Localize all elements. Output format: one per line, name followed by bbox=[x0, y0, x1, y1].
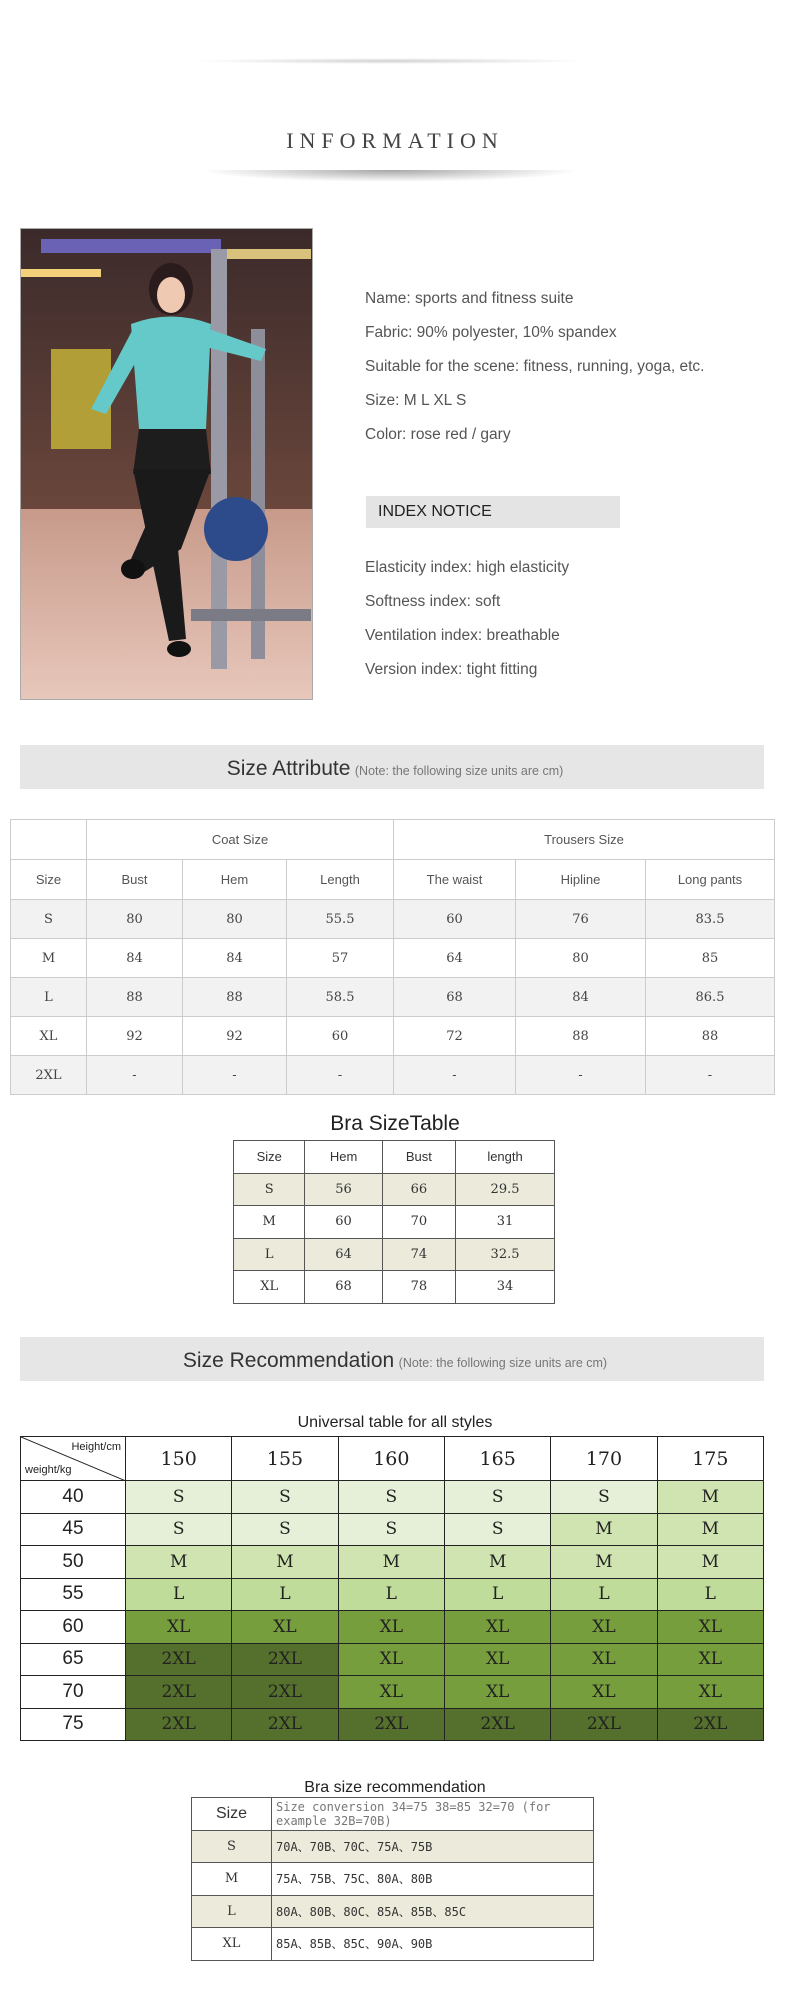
size-attribute-title: Size Attribute bbox=[226, 757, 351, 780]
table-row bbox=[21, 1481, 764, 1514]
cell: 68 bbox=[394, 978, 516, 1017]
table-row bbox=[11, 1056, 775, 1095]
cell: 85A、85B、85C、90A、90B bbox=[272, 1928, 594, 1961]
col-size: Size bbox=[11, 860, 87, 900]
table-row bbox=[21, 1708, 764, 1741]
size-cell: M bbox=[126, 1546, 232, 1579]
height-header: 160 bbox=[338, 1437, 444, 1481]
cell: 84 bbox=[87, 939, 183, 978]
size-cell: XL bbox=[657, 1611, 763, 1644]
header-shadow-top bbox=[190, 58, 590, 64]
table-header-row bbox=[21, 1437, 764, 1481]
weight-label: 65 bbox=[21, 1643, 126, 1676]
cell: 57 bbox=[287, 939, 394, 978]
size-cell: XL bbox=[444, 1643, 550, 1676]
cell: 88 bbox=[183, 978, 287, 1017]
size-cell: M bbox=[551, 1546, 657, 1579]
size-cell: S bbox=[444, 1513, 550, 1546]
table-row bbox=[11, 939, 775, 978]
cell: 70A、70B、70C、75A、75B bbox=[272, 1830, 594, 1863]
cell: 2XL bbox=[11, 1056, 87, 1095]
cell: 80 bbox=[183, 900, 287, 939]
cell: - bbox=[183, 1056, 287, 1095]
size-cell: XL bbox=[551, 1643, 657, 1676]
table-row bbox=[11, 1017, 775, 1056]
info-scene: Suitable for the scene: fitness, running, yoga, etc. bbox=[365, 358, 705, 375]
cell: 64 bbox=[305, 1238, 382, 1271]
size-cell: XL bbox=[444, 1676, 550, 1709]
size-cell: L bbox=[444, 1578, 550, 1611]
col-bust: Bust bbox=[87, 860, 183, 900]
col-size-conversion: Size conversion 34=75 38=85 32=70 (for example 32B=70B) bbox=[272, 1798, 594, 1831]
height-header: 170 bbox=[551, 1437, 657, 1481]
cell: - bbox=[287, 1056, 394, 1095]
table-row bbox=[192, 1895, 594, 1928]
info-color: Color: rose red / gary bbox=[365, 426, 511, 443]
size-cell: XL bbox=[657, 1643, 763, 1676]
trousers-size-header: Trousers Size bbox=[394, 820, 775, 860]
cell: M bbox=[234, 1206, 305, 1239]
table-header-empty bbox=[11, 820, 87, 860]
size-cell: M bbox=[232, 1546, 338, 1579]
size-cell: 2XL bbox=[126, 1676, 232, 1709]
table-row bbox=[11, 900, 775, 939]
bra-size-table bbox=[233, 1140, 555, 1304]
cell: 74 bbox=[382, 1238, 455, 1271]
cell: 72 bbox=[394, 1017, 516, 1056]
table-row bbox=[21, 1676, 764, 1709]
size-cell: M bbox=[338, 1546, 444, 1579]
height-header: 165 bbox=[444, 1437, 550, 1481]
col-bust: Bust bbox=[382, 1141, 455, 1174]
table-row bbox=[234, 1271, 555, 1304]
cell: M bbox=[11, 939, 87, 978]
table-row bbox=[21, 1611, 764, 1644]
size-cell: XL bbox=[657, 1676, 763, 1709]
size-cell: 2XL bbox=[444, 1708, 550, 1741]
cell: 56 bbox=[305, 1173, 382, 1206]
weight-label: 40 bbox=[21, 1481, 126, 1514]
cell: 85 bbox=[646, 939, 775, 978]
size-cell: M bbox=[657, 1546, 763, 1579]
size-cell: XL bbox=[551, 1611, 657, 1644]
size-cell: L bbox=[338, 1578, 444, 1611]
cell: 29.5 bbox=[456, 1173, 555, 1206]
size-cell: S bbox=[232, 1481, 338, 1514]
cell: 66 bbox=[382, 1173, 455, 1206]
cell: S bbox=[192, 1830, 272, 1863]
cell: S bbox=[234, 1173, 305, 1206]
size-cell: 2XL bbox=[126, 1643, 232, 1676]
corner-height-label: Height/cm bbox=[71, 1441, 121, 1453]
size-cell: M bbox=[444, 1546, 550, 1579]
size-cell: S bbox=[232, 1513, 338, 1546]
weight-label: 75 bbox=[21, 1708, 126, 1741]
size-cell: S bbox=[338, 1513, 444, 1546]
table-header-row bbox=[192, 1798, 594, 1831]
col-hem: Hem bbox=[305, 1141, 382, 1174]
weight-label: 70 bbox=[21, 1676, 126, 1709]
size-cell: XL bbox=[338, 1643, 444, 1676]
size-cell: XL bbox=[338, 1611, 444, 1644]
size-cell: 2XL bbox=[232, 1676, 338, 1709]
col-size: Size bbox=[192, 1798, 272, 1831]
bra-size-table-title: Bra SizeTable bbox=[330, 1112, 460, 1135]
cell: 31 bbox=[456, 1206, 555, 1239]
index-elasticity: Elasticity index: high elasticity bbox=[365, 559, 570, 576]
size-cell: XL bbox=[551, 1676, 657, 1709]
size-recommendation-note: (Note: the following size units are cm) bbox=[398, 1356, 608, 1370]
size-cell: S bbox=[551, 1481, 657, 1514]
bra-recommendation-table bbox=[191, 1797, 594, 1961]
cell: 32.5 bbox=[456, 1238, 555, 1271]
table-header-group-row bbox=[11, 820, 775, 860]
cell: 80 bbox=[516, 939, 646, 978]
cell: 84 bbox=[183, 939, 287, 978]
size-cell: L bbox=[657, 1578, 763, 1611]
cell: 88 bbox=[516, 1017, 646, 1056]
weight-label: 50 bbox=[21, 1546, 126, 1579]
cell: 83.5 bbox=[646, 900, 775, 939]
cell: 34 bbox=[456, 1271, 555, 1304]
cell: 58.5 bbox=[287, 978, 394, 1017]
info-fabric: Fabric: 90% polyester, 10% spandex bbox=[365, 324, 617, 341]
col-length: length bbox=[456, 1141, 555, 1174]
table-row bbox=[234, 1206, 555, 1239]
height-header: 150 bbox=[126, 1437, 232, 1481]
size-cell: M bbox=[657, 1481, 763, 1514]
cell: 60 bbox=[305, 1206, 382, 1239]
weight-label: 45 bbox=[21, 1513, 126, 1546]
cell: 55.5 bbox=[287, 900, 394, 939]
cell: L bbox=[192, 1895, 272, 1928]
cell: - bbox=[516, 1056, 646, 1095]
table-header-row bbox=[11, 860, 775, 900]
table-row bbox=[234, 1173, 555, 1206]
table-row bbox=[21, 1513, 764, 1546]
coat-size-header: Coat Size bbox=[87, 820, 394, 860]
cell: 88 bbox=[646, 1017, 775, 1056]
cell: 70 bbox=[382, 1206, 455, 1239]
table-row bbox=[192, 1863, 594, 1896]
cell: 92 bbox=[87, 1017, 183, 1056]
table-row bbox=[11, 978, 775, 1017]
size-recommendation-title: Size Recommendation bbox=[182, 1349, 395, 1372]
size-attribute-table bbox=[10, 819, 775, 1095]
size-cell: 2XL bbox=[126, 1708, 232, 1741]
col-hipline: Hipline bbox=[516, 860, 646, 900]
page-title: INFORMATION bbox=[286, 128, 504, 153]
size-attribute-note: (Note: the following size units are cm) bbox=[354, 764, 564, 778]
size-cell: S bbox=[126, 1513, 232, 1546]
cell: L bbox=[234, 1238, 305, 1271]
height-header: 175 bbox=[657, 1437, 763, 1481]
table-row bbox=[21, 1546, 764, 1579]
cell: 60 bbox=[287, 1017, 394, 1056]
cell: 80A、80B、80C、85A、85B、85C bbox=[272, 1895, 594, 1928]
size-cell: 2XL bbox=[657, 1708, 763, 1741]
size-cell: L bbox=[126, 1578, 232, 1611]
corner-weight-label: weight/kg bbox=[25, 1464, 72, 1476]
cell: 92 bbox=[183, 1017, 287, 1056]
index-version: Version index: tight fitting bbox=[365, 661, 538, 678]
size-cell: XL bbox=[338, 1676, 444, 1709]
size-cell: L bbox=[232, 1578, 338, 1611]
cell: 86.5 bbox=[646, 978, 775, 1017]
index-ventilation: Ventilation index: breathable bbox=[365, 627, 560, 644]
info-name: Name: sports and fitness suite bbox=[365, 290, 574, 307]
size-cell: L bbox=[551, 1578, 657, 1611]
col-size: Size bbox=[234, 1141, 305, 1174]
corner-cell bbox=[21, 1437, 126, 1481]
cell: S bbox=[11, 900, 87, 939]
table-row bbox=[21, 1578, 764, 1611]
cell: 84 bbox=[516, 978, 646, 1017]
size-cell: S bbox=[126, 1481, 232, 1514]
col-waist: The waist bbox=[394, 860, 516, 900]
size-cell: S bbox=[444, 1481, 550, 1514]
size-cell: 2XL bbox=[232, 1643, 338, 1676]
cell: XL bbox=[192, 1928, 272, 1961]
cell: 60 bbox=[394, 900, 516, 939]
size-cell: 2XL bbox=[232, 1708, 338, 1741]
cell: 88 bbox=[87, 978, 183, 1017]
cell: - bbox=[394, 1056, 516, 1095]
table-row bbox=[21, 1643, 764, 1676]
bra-recommendation-title: Bra size recommendation bbox=[304, 1779, 486, 1796]
cell: XL bbox=[234, 1271, 305, 1304]
header-shadow-bottom bbox=[200, 170, 580, 182]
col-long-pants: Long pants bbox=[646, 860, 775, 900]
index-notice-title: INDEX NOTICE bbox=[378, 503, 492, 520]
cell: XL bbox=[11, 1017, 87, 1056]
cell: 68 bbox=[305, 1271, 382, 1304]
universal-table-title: Universal table for all styles bbox=[297, 1414, 493, 1431]
size-cell: M bbox=[551, 1513, 657, 1546]
size-recommendation-heading bbox=[0, 1349, 790, 1373]
table-header-row bbox=[234, 1141, 555, 1174]
size-cell: S bbox=[338, 1481, 444, 1514]
size-cell: XL bbox=[232, 1611, 338, 1644]
product-photo-illustration bbox=[21, 229, 313, 700]
size-recommendation-table bbox=[20, 1436, 764, 1741]
cell: 64 bbox=[394, 939, 516, 978]
cell: 76 bbox=[516, 900, 646, 939]
table-row bbox=[234, 1238, 555, 1271]
size-cell: 2XL bbox=[338, 1708, 444, 1741]
cell: M bbox=[192, 1863, 272, 1896]
height-header: 155 bbox=[232, 1437, 338, 1481]
col-length: Length bbox=[287, 860, 394, 900]
cell: L bbox=[11, 978, 87, 1017]
weight-label: 55 bbox=[21, 1578, 126, 1611]
cell: - bbox=[646, 1056, 775, 1095]
size-cell: 2XL bbox=[551, 1708, 657, 1741]
col-hem: Hem bbox=[183, 860, 287, 900]
size-cell: XL bbox=[126, 1611, 232, 1644]
table-row bbox=[192, 1830, 594, 1863]
size-cell: XL bbox=[444, 1611, 550, 1644]
cell: 80 bbox=[87, 900, 183, 939]
weight-label: 60 bbox=[21, 1611, 126, 1644]
cell: 78 bbox=[382, 1271, 455, 1304]
cell: - bbox=[87, 1056, 183, 1095]
product-photo bbox=[20, 228, 313, 700]
size-cell: M bbox=[657, 1513, 763, 1546]
index-softness: Softness index: soft bbox=[365, 593, 501, 610]
size-attribute-heading bbox=[0, 757, 790, 781]
table-row bbox=[192, 1928, 594, 1961]
cell: 75A、75B、75C、80A、80B bbox=[272, 1863, 594, 1896]
info-size: Size: M L XL S bbox=[365, 392, 467, 409]
